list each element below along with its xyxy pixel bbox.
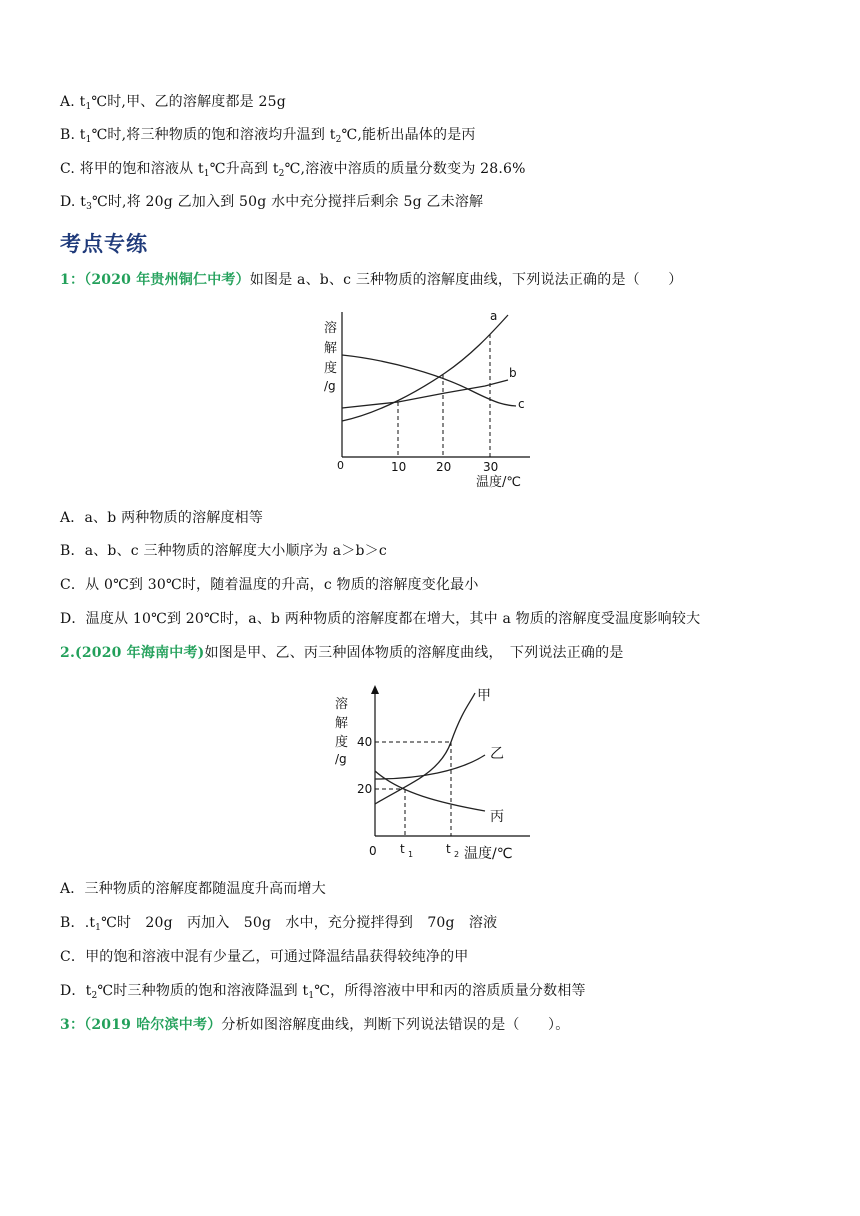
curve-jia <box>375 693 475 804</box>
x-tick-t2-sub: 2 <box>454 850 460 859</box>
y-label-char-2: 解 <box>324 341 338 356</box>
solubility-chart-abc <box>320 305 540 490</box>
question-1-option-c: C．从 0℃到 30℃时，随着温度的升高，c 物质的溶解度变化最小 <box>60 577 479 593</box>
curve-b <box>342 380 508 408</box>
curve-label-b: b <box>509 366 517 380</box>
y-tick-40: 40 <box>357 735 373 749</box>
question-1-option-d: D．温度从 10℃到 20℃时，a、b 两种物质的溶解度都在增大，其中 a 物质的溶解度受温度影响较大 <box>60 611 701 627</box>
question-1-option-b: B．a、b、c 三种物质的溶解度大小顺序为 a＞b＞c <box>60 543 387 559</box>
y-axis-arrow <box>371 685 379 694</box>
y-label-char-2: 解 <box>335 716 349 731</box>
y-label-char-1: 溶 <box>324 321 338 336</box>
origin-label: 0 <box>369 844 377 858</box>
x-tick-t2: t <box>446 842 451 856</box>
question-2-option-a: A．三种物质的溶解度都随温度升高而增大 <box>60 881 326 897</box>
x-axis-label: 温度/℃ <box>464 846 513 862</box>
y-label-char-3: 度 <box>324 361 338 376</box>
origin-label: 0 <box>337 459 344 472</box>
curve-label-jia: 甲 <box>477 688 491 704</box>
y-label-char-3: 度 <box>335 735 349 750</box>
x-tick-30: 30 <box>483 460 499 474</box>
y-label-unit: /g <box>324 379 336 393</box>
y-label-unit: /g <box>335 752 347 766</box>
x-tick-10: 10 <box>391 460 407 474</box>
question-2-option-d: D．$t_2℃$时三种物质的饱和溶液降温到 $t_1℃$，所得溶液中甲和丙的溶质质量分数相等 <box>60 983 586 1001</box>
y-tick-20: 20 <box>357 782 373 796</box>
option-d-prev: D. $t_3℃$时,将 20g 乙加入到 50g 水中充分搅拌后剩余 5g 乙未溶解 <box>60 194 484 212</box>
x-axis-label: 温度/℃ <box>476 475 521 490</box>
x-tick-20: 20 <box>436 460 452 474</box>
curve-label-bing: 丙 <box>490 809 504 825</box>
question-1-option-a: A．a、b 两种物质的溶解度相等 <box>60 510 264 526</box>
solubility-chart-jia-yi-bing <box>330 683 530 863</box>
question-2-option-c: C．甲的饱和溶液中混有少量乙，可通过降温结晶获得较纯净的甲 <box>60 949 469 965</box>
y-label-char-1: 溶 <box>335 697 349 712</box>
question-2-option-b: B．$.t_1℃$时 20g 丙加入 50g 水中，充分搅拌得到 70g 溶液 <box>60 915 498 933</box>
curve-yi <box>375 755 485 779</box>
curve-bing <box>375 771 485 811</box>
question-2-stem: 2.(2020 年海南中考)如图是甲、乙、丙三种固体物质的溶解度曲线， 下列说法正确的是 <box>60 645 624 661</box>
option-a-prev: A. $t_1℃$时,甲、乙的溶解度都是 25g <box>60 94 286 112</box>
curve-label-c: c <box>518 397 525 411</box>
curve-label-a: a <box>490 309 498 323</box>
x-tick-t1: t <box>400 842 405 856</box>
section-title: 考点专练 <box>60 232 148 256</box>
option-c-prev: C. 将甲的饱和溶液从 $t_1℃$升高到 $t_2℃$,溶液中溶质的质量分数变为 28.6% <box>60 161 526 179</box>
x-tick-t1-sub: 1 <box>408 850 414 859</box>
option-b-prev: B. $t_1℃$时,将三种物质的饱和溶液均升温到 $t_2℃$,能析出晶体的是丙 <box>60 127 476 145</box>
curve-label-yi: 乙 <box>490 746 504 762</box>
question-1-stem: 1：（2020 年贵州铜仁中考）如图是 a、b、c 三种物质的溶解度曲线，下列说法正确的是（ ） <box>60 272 683 288</box>
question-3-stem: 3：（2019 哈尔滨中考）分析如图溶解度曲线，判断下列说法错误的是（ ）。 <box>60 1017 570 1033</box>
